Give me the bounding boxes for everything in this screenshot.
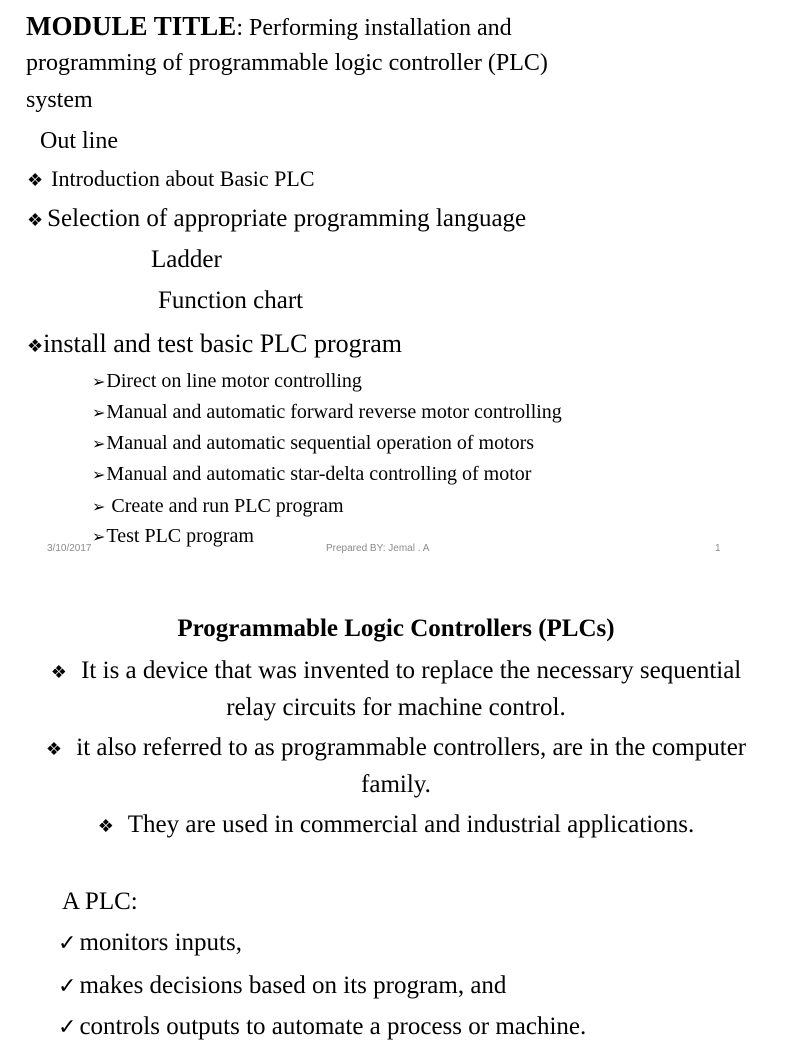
sub-item-ladder: Ladder: [151, 246, 222, 273]
arrow-item-label: Direct on line motor controlling: [106, 370, 362, 392]
arrow-item-label: Manual and automatic sequential operation of motors: [106, 432, 535, 454]
arrow-bullet-icon: ➢: [92, 467, 106, 484]
paragraph-item: [24, 730, 768, 803]
arrow-item-label: Manual and automatic forward reverse motor controlling: [106, 401, 562, 423]
check-list-item: [58, 968, 506, 1004]
check-item-label: controls outputs to automate a process or machine.: [79, 1013, 587, 1040]
diamond-bullet-icon: ❖: [27, 210, 44, 230]
bullet-item: [27, 163, 315, 196]
paragraph-item: [24, 653, 768, 726]
check-item-label: monitors inputs,: [79, 929, 242, 956]
footer-date: 3/10/2017: [47, 543, 92, 554]
diamond-bullet-icon: ❖: [97, 816, 114, 836]
bullet-item: [27, 326, 402, 364]
arrow-item-label: Create and run PLC program: [106, 495, 344, 517]
arrow-bullet-icon: ➢: [92, 374, 106, 391]
diamond-bullet-icon: ❖: [27, 170, 44, 190]
module-title-colon: :: [236, 15, 243, 41]
check-item-label: makes decisions based on its program, and: [79, 972, 507, 999]
arrow-bullet-icon: ➢: [92, 529, 106, 546]
bullet-label: Introduction about Basic PLC: [51, 166, 315, 191]
paragraph-item: [80, 807, 712, 844]
footer-page-number: 1: [715, 543, 721, 554]
module-title-label: MODULE TITLE: [26, 11, 237, 41]
check-list-item: [58, 925, 242, 961]
checkmark-icon: ✓: [58, 1014, 77, 1039]
arrow-bullet-icon: ➢: [92, 499, 106, 516]
module-title-line-2: programming of programmable logic controller (PLC): [26, 50, 548, 76]
arrow-list-item: [92, 429, 534, 459]
slide-2: [0, 565, 768, 1040]
sub-item-function-chart: Function chart: [158, 287, 304, 314]
paragraph-text: They are used in commercial and industrial applications.: [127, 811, 695, 838]
diamond-bullet-icon: ❖: [45, 739, 62, 759]
arrow-list-item: [92, 522, 254, 552]
arrow-list-item: [92, 492, 344, 522]
arrow-item-label: Test PLC program: [106, 525, 254, 547]
arrow-list-item: [92, 367, 362, 397]
arrow-bullet-icon: ➢: [92, 405, 106, 422]
arrow-list-item: [92, 398, 562, 428]
diamond-bullet-icon: ❖: [50, 662, 67, 682]
outline-heading: Out line: [40, 128, 118, 154]
bullet-label: install and test basic PLC program: [43, 329, 403, 358]
arrow-bullet-icon: ➢: [92, 436, 106, 453]
paragraph-text: It is a device that was invented to replace the necessary sequential relay circuits for machine control.: [81, 657, 742, 721]
checkmark-icon: ✓: [58, 973, 77, 998]
bullet-label: Selection of appropriate programming language: [47, 205, 527, 232]
footer-author: Prepared BY: Jemal . A: [326, 543, 430, 554]
diamond-bullet-icon: ❖: [27, 336, 44, 356]
module-title-line-3: system: [26, 87, 93, 113]
module-title-text-1: Performing installation and: [242, 15, 512, 41]
checkmark-icon: ✓: [58, 930, 77, 955]
arrow-item-label: Manual and automatic star-delta controlling of motor: [106, 463, 532, 485]
slide-title: Programmable Logic Controllers (PLCs): [177, 615, 615, 642]
check-list-item: [58, 1009, 586, 1045]
arrow-list-item: [92, 460, 531, 490]
a-plc-heading: A PLC:: [62, 888, 138, 915]
paragraph-text: it also referred to as programmable controllers, are in the computer family.: [76, 734, 747, 798]
module-title-line-1: [26, 8, 512, 46]
bullet-item: [27, 202, 526, 237]
